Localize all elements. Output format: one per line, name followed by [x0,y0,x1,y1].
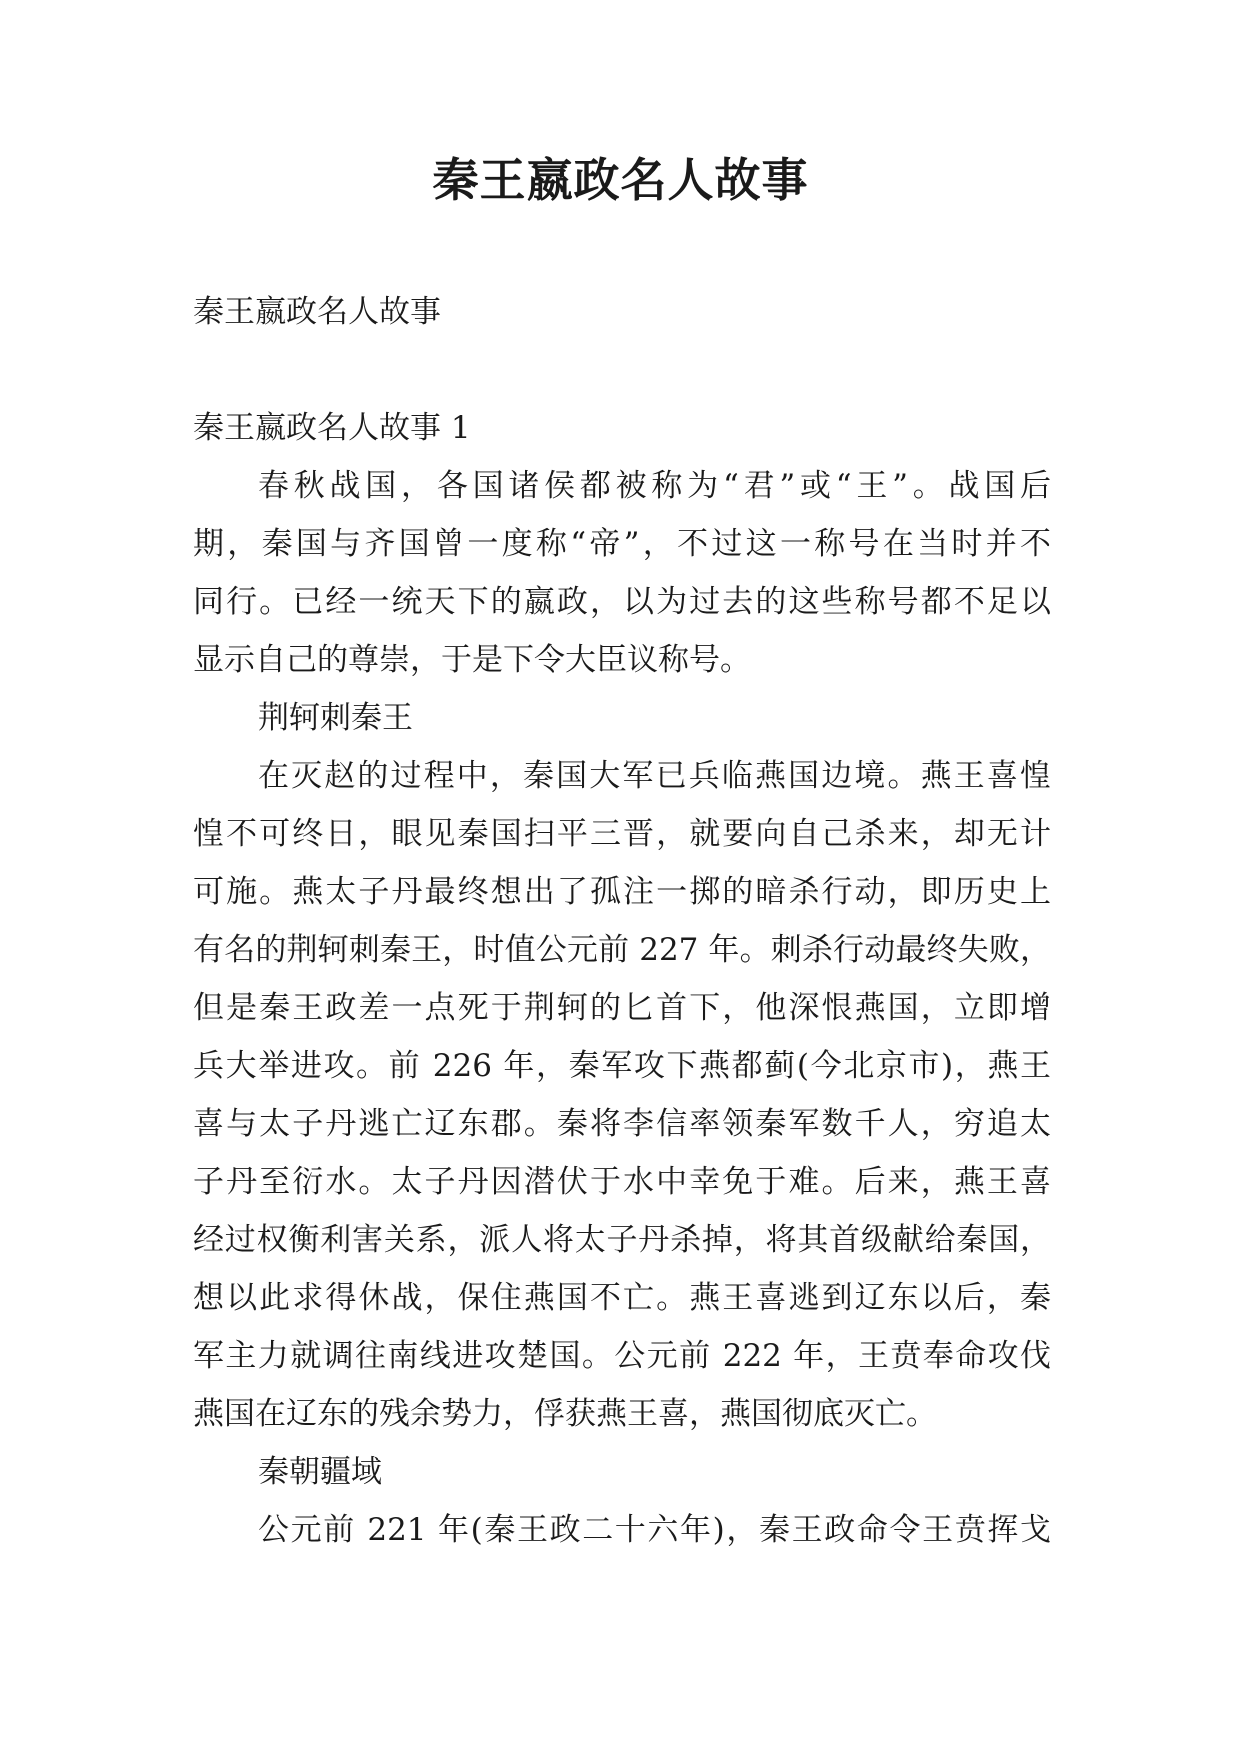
paragraph-2-line-11: 军主力就调往南线进攻楚国。公元前 222 年，王贲奉命攻伐 [193,1338,1051,1374]
paragraph-1-line-3: 同行。已经一统天下的嬴政，以为过去的这些称号都不足以 [193,584,1051,620]
paragraph-2-line-5: 但是秦王政差一点死于荆轲的匕首下，他深恨燕国，立即增 [193,990,1051,1026]
paragraph-1-line-4: 显示自己的尊崇，于是下令大臣议称号。 [193,642,751,678]
paragraph-2-line-9: 经过权衡利害关系，派人将太子丹杀掉，将其首级献给秦国， [193,1222,1051,1258]
section-heading: 秦王嬴政名人故事 1 [193,410,471,446]
heading-territory: 秦朝疆域 [258,1454,382,1490]
paragraph-2-line-2: 惶不可终日，眼见秦国扫平三晋，就要向自己杀来，却无计 [193,816,1051,852]
paragraph-2-line-10: 想以此求得休战，保住燕国不亡。燕王喜逃到辽东以后，秦 [193,1280,1051,1316]
paragraph-2-line-3: 可施。燕太子丹最终想出了孤注一掷的暗杀行动，即历史上 [193,874,1051,910]
document-subtitle: 秦王嬴政名人故事 [193,294,441,330]
paragraph-2-line-6: 兵大举进攻。前 226 年，秦军攻下燕都蓟(今北京市)，燕王 [193,1048,1051,1084]
paragraph-3-line-1: 公元前 221 年(秦王政二十六年)，秦王政命令王贲挥戈 [258,1512,1051,1548]
paragraph-2-line-4: 有名的荆轲刺秦王，时值公元前 227 年。刺杀行动最终失败， [193,932,1051,968]
paragraph-1-line-2: 期，秦国与齐国曾一度称“帝”，不过这一称号在当时并不 [193,526,1051,562]
document-title: 秦王嬴政名人故事 [432,153,809,207]
heading-jingke: 荆轲刺秦王 [258,700,413,736]
paragraph-2-line-7: 喜与太子丹逃亡辽东郡。秦将李信率领秦军数千人，穷追太 [193,1106,1051,1142]
paragraph-2-line-8: 子丹至衍水。太子丹因潜伏于水中幸免于难。后来，燕王喜 [193,1164,1051,1200]
paragraph-2-line-12: 燕国在辽东的残余势力，俘获燕王喜，燕国彻底灭亡。 [193,1396,937,1432]
paragraph-1-line-1: 春秋战国，各国诸侯都被称为“君”或“王”。战国后 [258,468,1051,504]
paragraph-2-line-1: 在灭赵的过程中，秦国大军已兵临燕国边境。燕王喜惶 [258,758,1051,794]
